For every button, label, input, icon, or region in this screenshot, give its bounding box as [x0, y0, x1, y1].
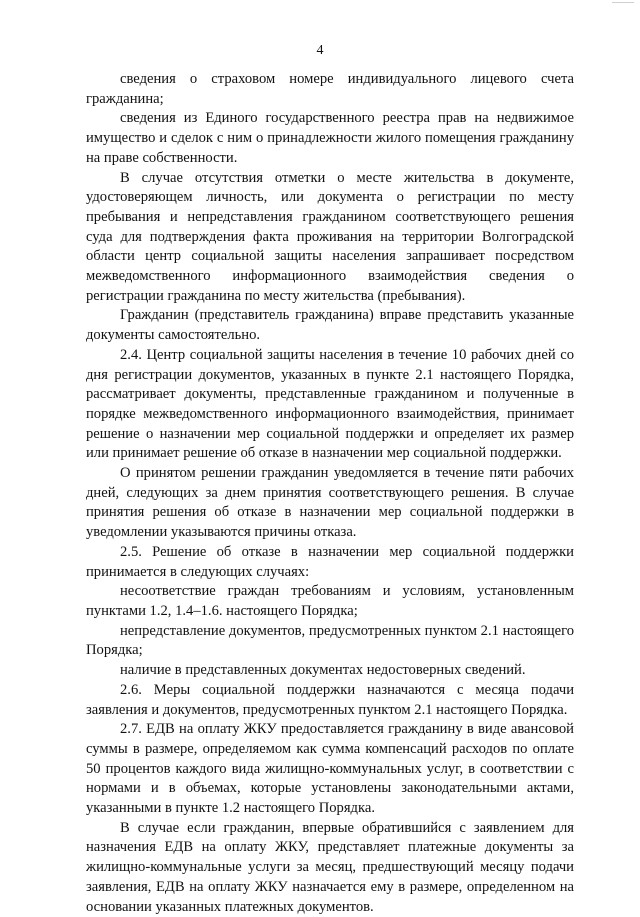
paragraph-residence-absence: В случае отсутствия отметки о месте жительства в документе, удостоверяющем личность, или документа о регистрации по месту пребывания и непредставления гражданином соответствующего решения суда для подтверждения факта проживания на территории Волгоградской области центр социальной защиты населения запрашивает посредством межведомственного информационного взаимодействия сведения о регистрации гражданина по месту жительства (пребывания). [86, 169, 574, 304]
paragraph-refusal-false-info: наличие в представленных документах недостоверных сведений. [120, 662, 526, 679]
paragraph-2-7: 2.7. ЕДВ на оплату ЖКУ предоставляется гражданину в виде авансовой суммы в размере, определяемом как сумма компенсаций расходов по оплате 50 процентов каждого вида жилищно-коммунальных услуг, в соответствии с нормами и в объемах, которые установлены законодательными актами, указанными в пункте 1.2 настоящего Порядка. [86, 721, 574, 817]
page-number: 4 [316, 43, 324, 58]
paragraph-decision-notice: О принятом решении гражданин уведомляется в течение пяти рабочих дней, следующих за днем принятия соответствующего решения. В случае принятия решения об отказе в назначении мер социальной поддержки в уведомлении указываются причины отказа. [86, 465, 574, 541]
paragraph-refusal-nonconformity: несоответствие граждан требованиям и условиям, установленным пунктами 1.2, 1.4–1.6. настоящего Порядка; [86, 583, 574, 619]
paragraph-2-4: 2.4. Центр социальной защиты населения в течение 10 рабочих дней со дня регистрации документов, указанных в пункте 2.1 настоящего Порядка, рассматривает документы, представленные гражданином и полученные в порядке межведомственного информационного взаимодействия, принимает решение о назначении мер социальной поддержки и определяет их размер или принимает решение об отказе в назначении мер социальной поддержки. [86, 346, 574, 462]
paragraph-2-5: 2.5. Решение об отказе в назначении мер социальной поддержки принимается в следующих случаях: [86, 543, 574, 580]
paragraph-self-submission: Гражданин (представитель гражданина) вправе представить указанные документы самостоятельно. [86, 307, 574, 344]
paragraph-property-registry: сведения из Единого государственного реестра прав на недвижимое имущество и сделок с ним о принадлежности жилого помещения гражданину на праве собственности. [86, 110, 574, 166]
paragraph-first-application: В случае если гражданин, впервые обратившийся с заявлением для назначения ЕДВ на оплату ЖКУ, представляет платежные документы за жилищно-коммунальные услуги за месяц, предшествующий месяцу подачи заявления, ЕДВ на оплату ЖКУ назначается ему в размере, определенном на основании указанных платежных документов. [86, 819, 574, 915]
paragraph-insurance-number: сведения о страховом номере индивидуального лицевого счета гражданина; [86, 71, 574, 107]
scan-corner-mark [612, 2, 634, 6]
paragraph-2-6: 2.6. Меры социальной поддержки назначаются с месяца подачи заявления и документов, предусмотренных пунктом 2.1 настоящего Порядка. [86, 681, 574, 718]
document-body [86, 70, 574, 917]
paragraph-refusal-missing-docs: непредставление документов, предусмотренных пунктом 2.1 настоящего Порядка; [86, 622, 574, 659]
